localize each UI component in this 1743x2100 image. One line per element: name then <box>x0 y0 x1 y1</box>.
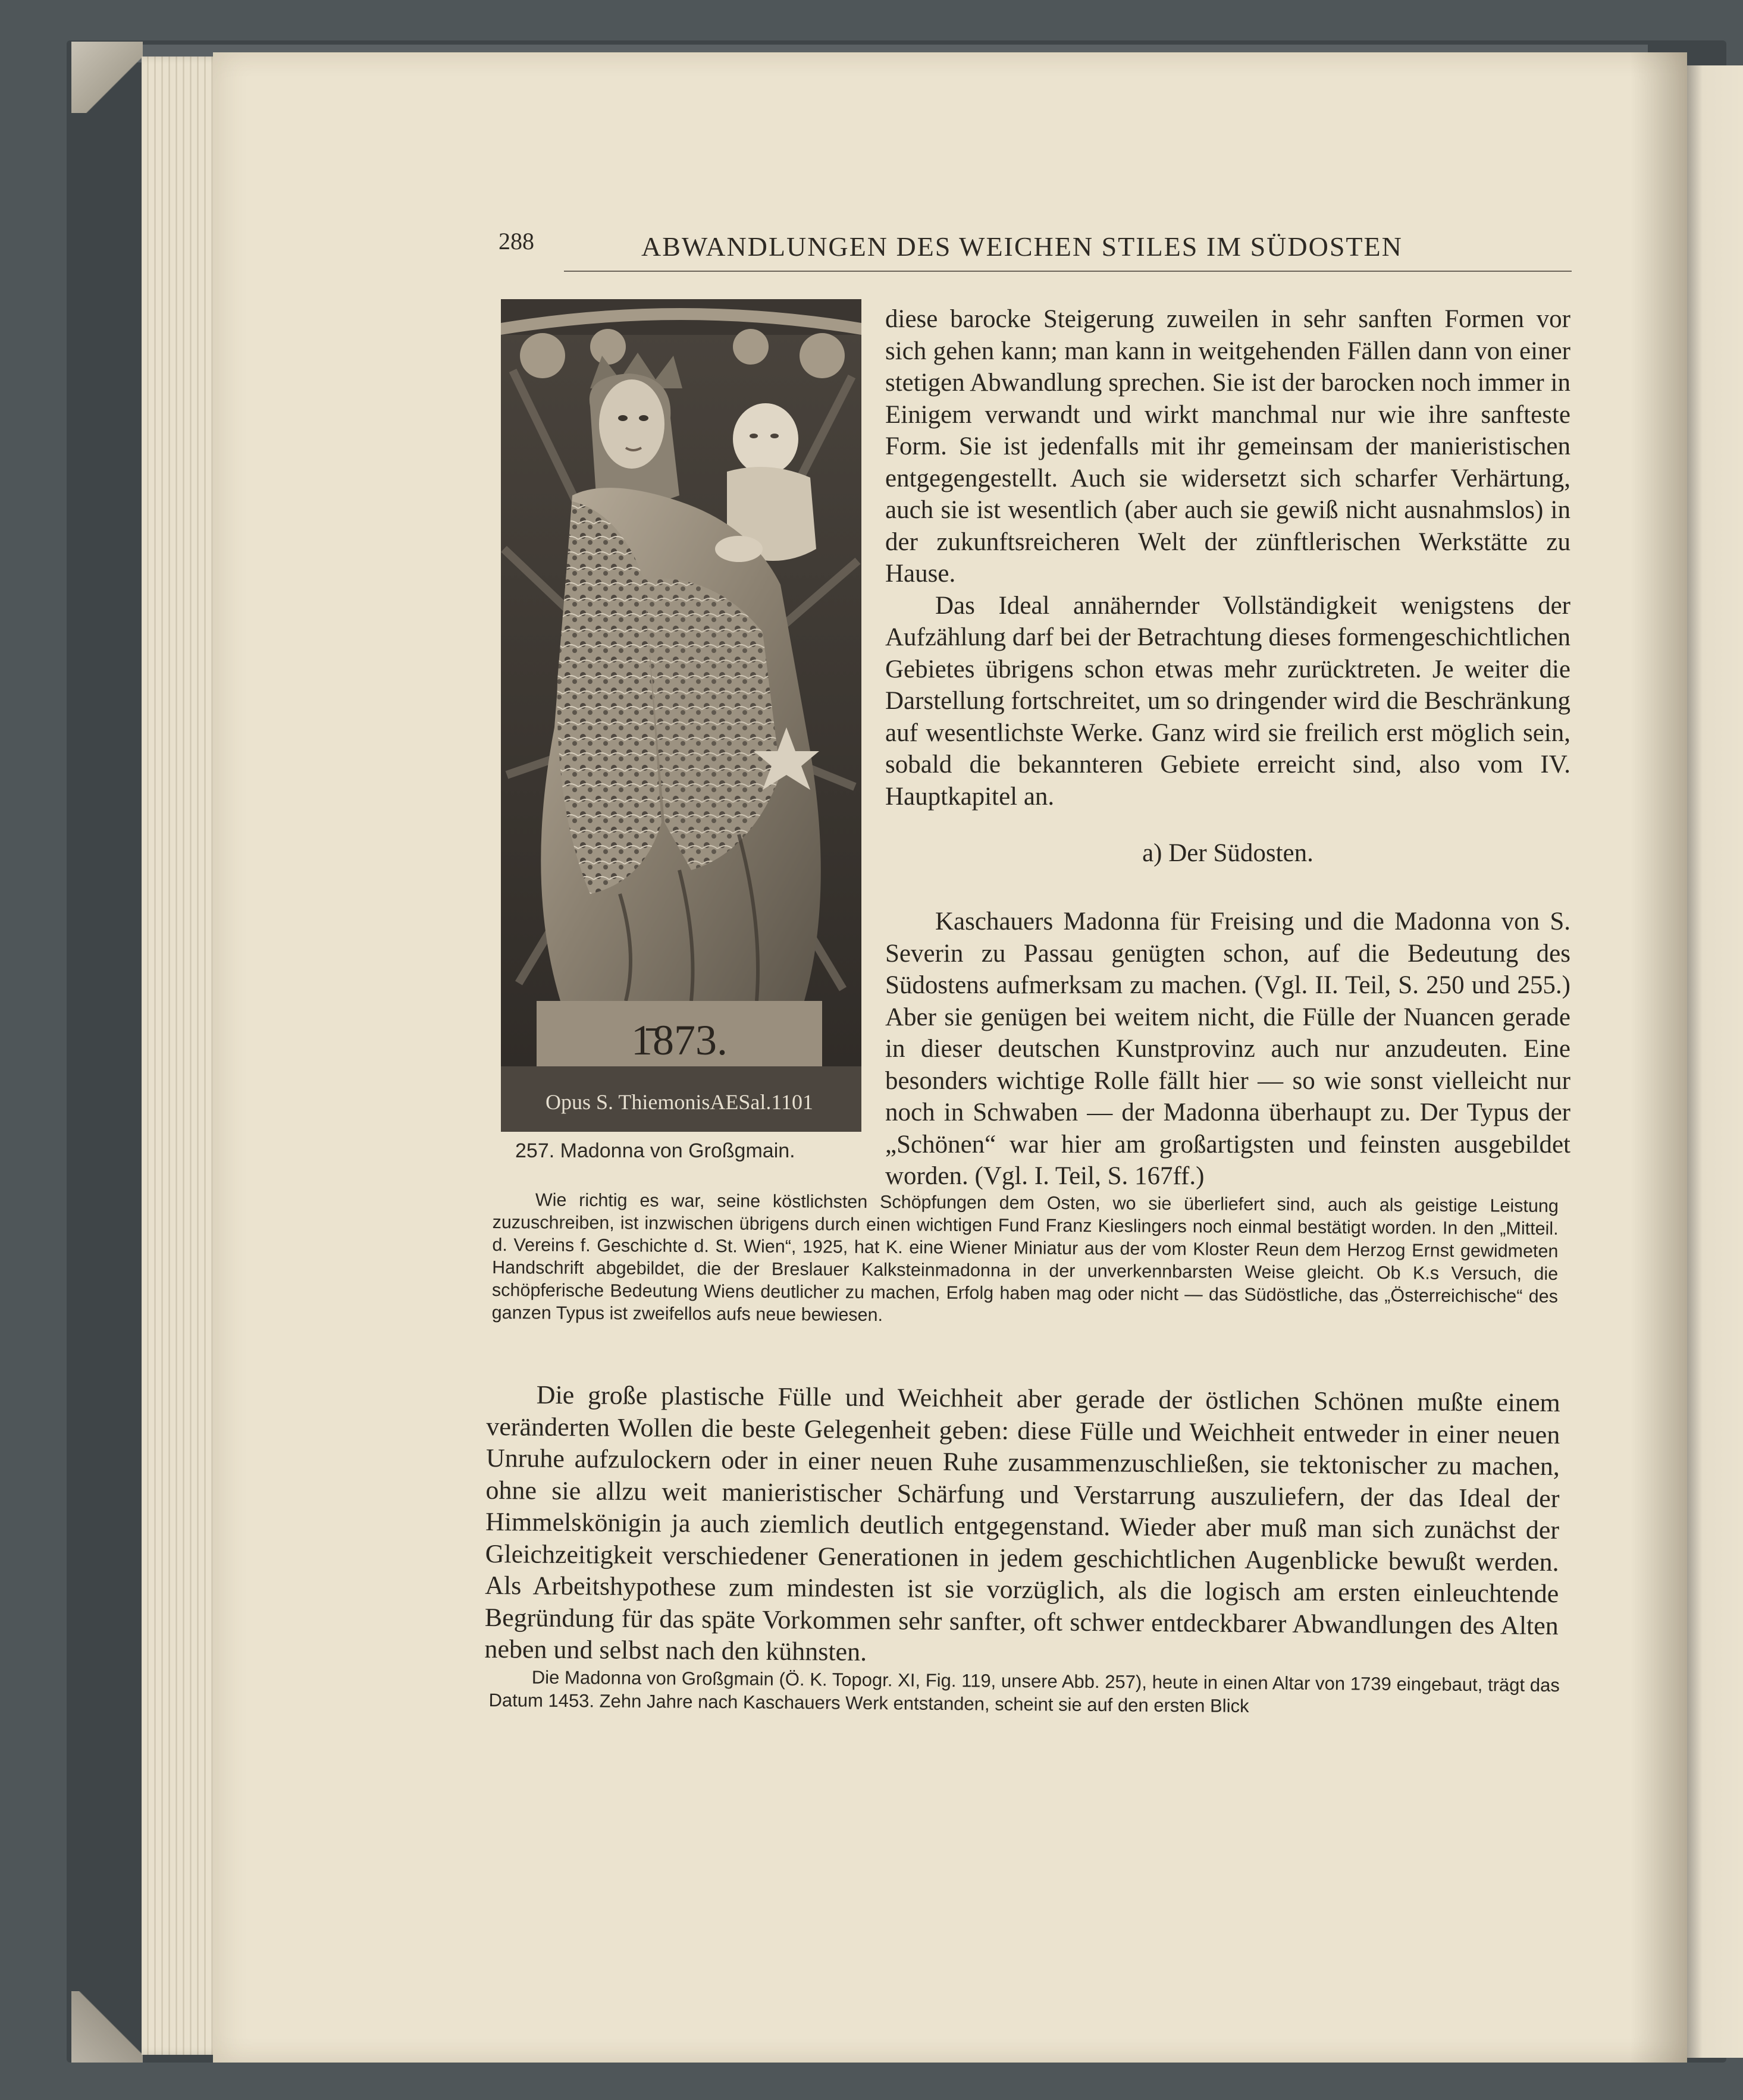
page-number: 288 <box>499 228 534 255</box>
inscription-text: Opus S. ThiemonisAESal.1101 <box>545 1090 814 1114</box>
paragraph: Die große plastische Fülle und Weichheit aber gerade der östlichen Schönen mußte einem veränderten Wollen die beste Gelegenheit geben: diese Fülle und Weichheit entweder in einer neuen Unruhe aufzulockern oder in einer neuen Ruhe zusammenzuschließen, sie tektonischer zu machen, ohne sie allzu weit manieristischer Schärfung und Verstarrung auszuliefern, der das Ideal der Himmelskönigin ja auch ziemlich deutlich entgegenstand. Wieder aber muß man sich zunächst der Gleichzeitigkeit verschiedener Generationen in jedem geschichtlichen Augenblicke bewußt werden. Als Arbeitshypothese zum mindesten ist sie vorzüglich, als die logisch am ersten einleuchtende Begründung für das späte Vorkommen sehr sanfter, oft schwer entdeckbarer Abwandlungen des Alten neben und selbst nach den kühnsten. <box>484 1380 1560 1667</box>
running-title: ABWANDLUNGEN DES WEICHEN STILES IM SÜDOSTEN <box>641 231 1403 262</box>
madonna-photograph <box>501 299 861 1132</box>
facing-page <box>1685 65 1743 2058</box>
body-paragraph-block <box>484 1379 1560 1674</box>
inscription-year: 1̄873. <box>631 1016 728 1064</box>
footnote-bottom <box>488 1665 1560 1720</box>
footnote <box>492 1188 1559 1330</box>
cover-corner-top <box>71 42 143 113</box>
header-rule <box>564 271 1572 272</box>
column-text-top <box>885 303 1570 812</box>
footnote-text: Die Madonna von Großgmain (Ö. K. Topogr. XI, Fig. 119, unsere Abb. 257), heute in einen Altar von 1739 eingebaut, trägt das Datum 1453. Zehn Jahre nach Kaschauers Werk entstanden, scheint sie auf den ersten Blick <box>488 1666 1560 1717</box>
paragraph: diese barocke Steigerung zuweilen in sehr sanften Formen vor sich gehen kann; man kann in weitgehenden Fällen dann von einer stetigen Abwandlung sprechen. Sie ist der barocken noch immer in Einigem verwandt und wirkt manchmal nur wie ihre sanfteste Form. Sie ist jedenfalls mit ihr gemeinsam der manieristischen entgegengestellt. Auch sie widersetzt sich scharfer Verhärtung, auch sie ist wesentlich (aber auch sie gewiß nicht ausnahmslos) in der zukunftsreicheren Welt der zünftlerischen Werkstätte zu Hause. <box>885 305 1570 588</box>
cover-corner-bottom <box>71 1991 143 2063</box>
paragraph: Kaschauers Madonna für Freising und die Madonna von S. Severin zu Passau genügten schon, auf die Bedeutung des Südostens aufmerksam zu machen. (Vgl. II. Teil, S. 250 und 255.) Aber sie genügen bei weitem nicht, die Fülle der Nuancen gerade in dieser deutschen Kunstprovinz auch nur anzudeuten. Eine besonders wichtige Rolle fällt hier — so wie sonst vielleicht nur noch in Schwaben — der Madonna überhaupt zu. Der Typus der „Schönen“ war hier am großartigsten und feinsten ausgebildet worden. (Vgl. I. Teil, S. 167ff.) <box>885 908 1570 1190</box>
page-stack-edges <box>142 56 225 2055</box>
column-text-bottom <box>885 880 1570 1218</box>
section-heading: a) Der Südosten. <box>1142 839 1313 867</box>
figure-caption: 257. Madonna von Großgmain. <box>515 1140 795 1162</box>
paragraph: Das Ideal annähernder Vollständigkeit wenigstens der Aufzählung darf bei der Betrachtung dieses formengeschichtlichen Gebietes übrigens schon etwas mehr zurücktreten. Je weiter die Darstellung fortschreitet, um so dringender wird die Beschränkung auf wesentlichste Werke. Ganz wird sie freilich erst möglich sein, sobald die bekannteren Gebiete erreicht sind, also vom IV. Hauptkapitel an. <box>885 591 1570 811</box>
gutter-shadow <box>1630 52 1687 2063</box>
footnote-text: Wie richtig es war, seine köstlichsten Schöpfungen dem Osten, wo sie überliefert sind, auch als geistige Leistung zuzuschreiben, ist inzwischen übrigens durch einen wichtigen Fund Franz Kieslingers noch einmal bestätigt worden. In den „Mitteil. d. Vereins f. Geschichte d. St. Wien“, 1925, hat K. eine Wiener Miniatur aus der vom Kloster Reun dem Herzog Ernst gewidmeten Handschrift abgebildet, die der Breslauer Kalksteinmadonna in der unverkennbarsten Weise gleicht. Ob K.s Versuch, die schöpferische Bedeutung Wiens deutlicher zu machen, Erfolg haben mag oder nicht — das Südöstliche, das „Österreichische“ des ganzen Typus ist zweifellos aufs neue bewiesen. <box>491 1189 1559 1326</box>
